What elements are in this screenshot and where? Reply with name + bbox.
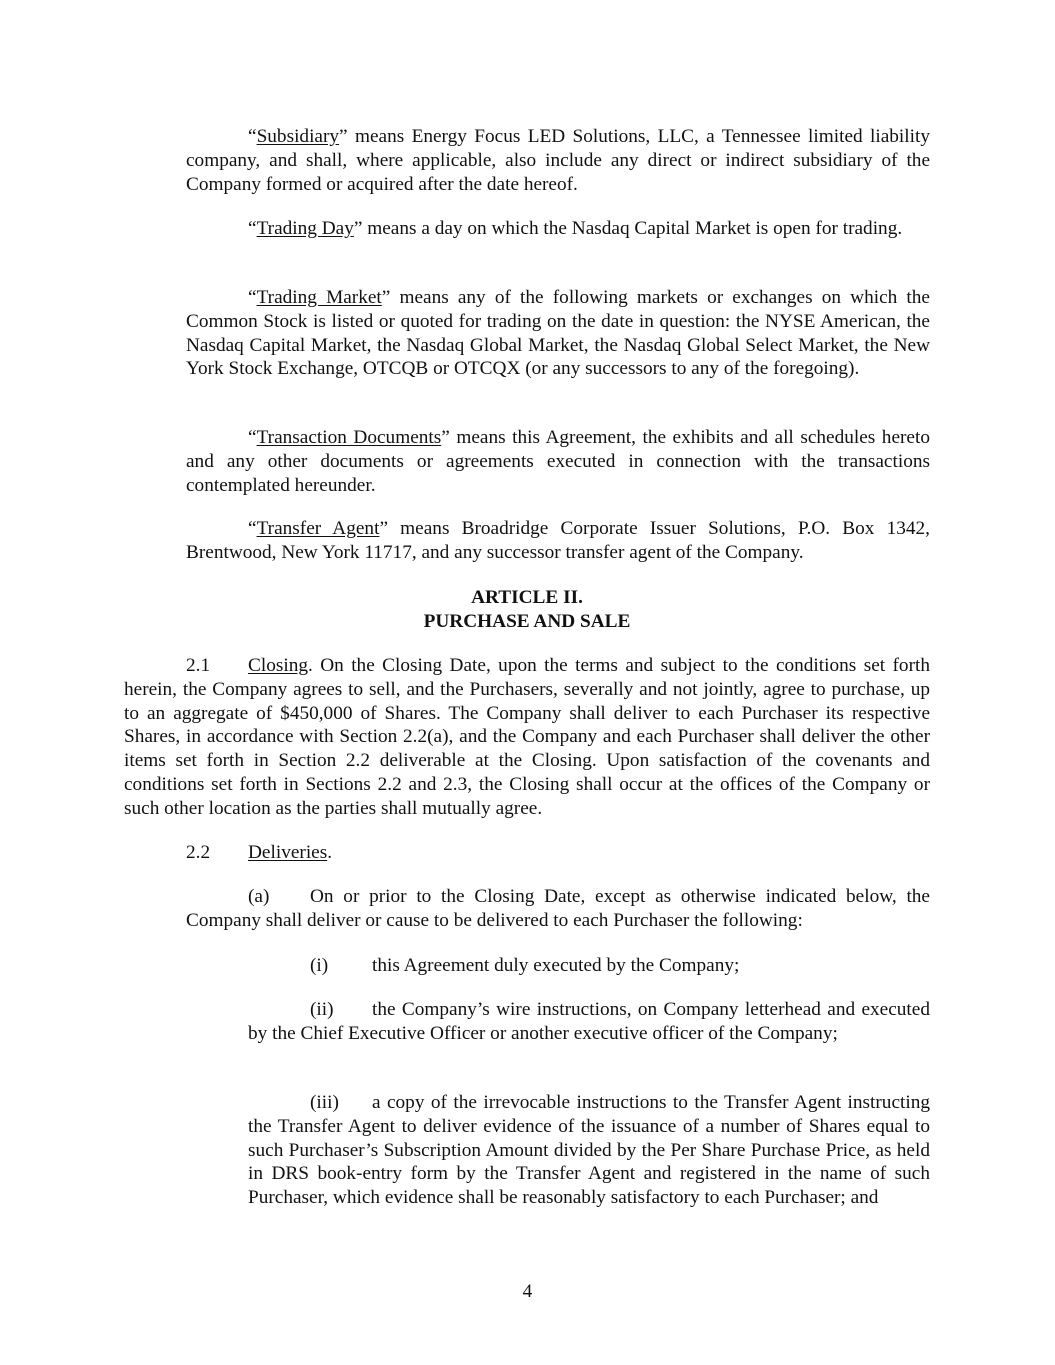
item-label: (i) (310, 955, 329, 976)
defined-term: Transaction Documents (256, 427, 442, 448)
item-text: a copy of the irrevocable instructions to the Transfer Agent instructing the Transfer Agent to deliver evidence of the issuance of a number of Shares equal to such Purchaser’s Subscription Amount divided by the Per Share Purchase Price, as held in DRS book-entry form by the Transfer Agent and registered in the name of such Purchaser, which evidence shall be reasonably satisfactory to each Purchaser; and (248, 1092, 930, 1209)
definition-text: ” means any of the following markets or exchanges on which the Common Stock is listed or quoted for trading on the date in question: the NYSE American, the Nasdaq Capital Market, the Nasdaq Global Market, the Nasdaq Global Select Market, the New York Stock Exchange, OTCQB or OTCQX (or any successors to any of the foregoing). (186, 287, 930, 380)
definition-text: ” means this Agreement, the exhibits and all schedules hereto and any other documents or agreements executed in connection with the transactions contemplated hereunder. (186, 427, 930, 496)
open-quote: “ (248, 218, 257, 239)
item-label: (ii) (310, 999, 334, 1020)
definition-transfer-agent (186, 517, 930, 565)
definition-subsidiary (186, 125, 930, 196)
item-i (248, 954, 930, 978)
definition-trading-market (186, 286, 930, 381)
section-2-2 (186, 841, 930, 865)
section-heading-trail: . (327, 842, 333, 863)
definition-transaction-documents (186, 426, 930, 497)
defined-term: Trading Day (256, 218, 354, 239)
definition-text: ” means a day on which the Nasdaq Capital Market is open for trading. (353, 218, 903, 239)
section-2-1 (124, 654, 930, 821)
section-number: 2.2 (186, 842, 211, 863)
definition-trading-day (186, 217, 930, 241)
item-text: this Agreement duly executed by the Company; (372, 955, 740, 976)
section-number: 2.1 (186, 655, 211, 676)
defined-term: Transfer Agent (256, 518, 380, 539)
open-quote: “ (248, 518, 257, 539)
clause-a (186, 885, 930, 933)
definition-text: ” means Broadridge Corporate Issuer Solutions, P.O. Box 1342, Brentwood, New York 11717, and any successor transfer agent of the Company. (186, 518, 930, 563)
item-label: (iii) (310, 1092, 339, 1113)
defined-term: Trading Market (256, 287, 382, 308)
item-iii (248, 1091, 930, 1210)
section-heading: Closing (248, 655, 308, 676)
article-number: ARTICLE II. (471, 587, 583, 608)
clause-label: (a) (248, 886, 270, 907)
open-quote: “ (248, 427, 257, 448)
open-quote: “ (248, 126, 257, 147)
article-title: PURCHASE AND SALE (423, 611, 631, 632)
open-quote: “ (248, 287, 257, 308)
section-text: . On the Closing Date, upon the terms and subject to the conditions set forth herein, the Company agrees to sell, and the Purchasers, severally and not jointly, agree to purchase, up to an aggregate of $450,000 of Shares. The Company shall deliver to each Purchaser its respective Shares, in accordance with Section 2.2(a), and the Company and each Purchaser shall deliver the other items set forth in Section 2.2 deliverable at the Closing. Upon satisfaction of the covenants and conditions set forth in Sections 2.2 and 2.3, the Closing shall occur at the offices of the Company or such other location as the parties shall mutually agree. (124, 655, 930, 819)
page-number: 4 (522, 1281, 533, 1302)
section-heading: Deliveries (248, 842, 328, 863)
item-text: the Company’s wire instructions, on Company letterhead and executed by the Chief Executive Officer or another executive officer of the Company; (248, 999, 930, 1044)
item-ii (248, 998, 930, 1046)
defined-term: Subsidiary (256, 126, 340, 147)
definition-text: ” means Energy Focus LED Solutions, LLC, a Tennessee limited liability company, and shall, where applicable, also include any direct or indirect subsidiary of the Company formed or acquired after the date hereof. (186, 126, 930, 195)
clause-text: On or prior to the Closing Date, except as otherwise indicated below, the Company shall deliver or cause to be delivered to each Purchaser the following: (186, 886, 930, 931)
